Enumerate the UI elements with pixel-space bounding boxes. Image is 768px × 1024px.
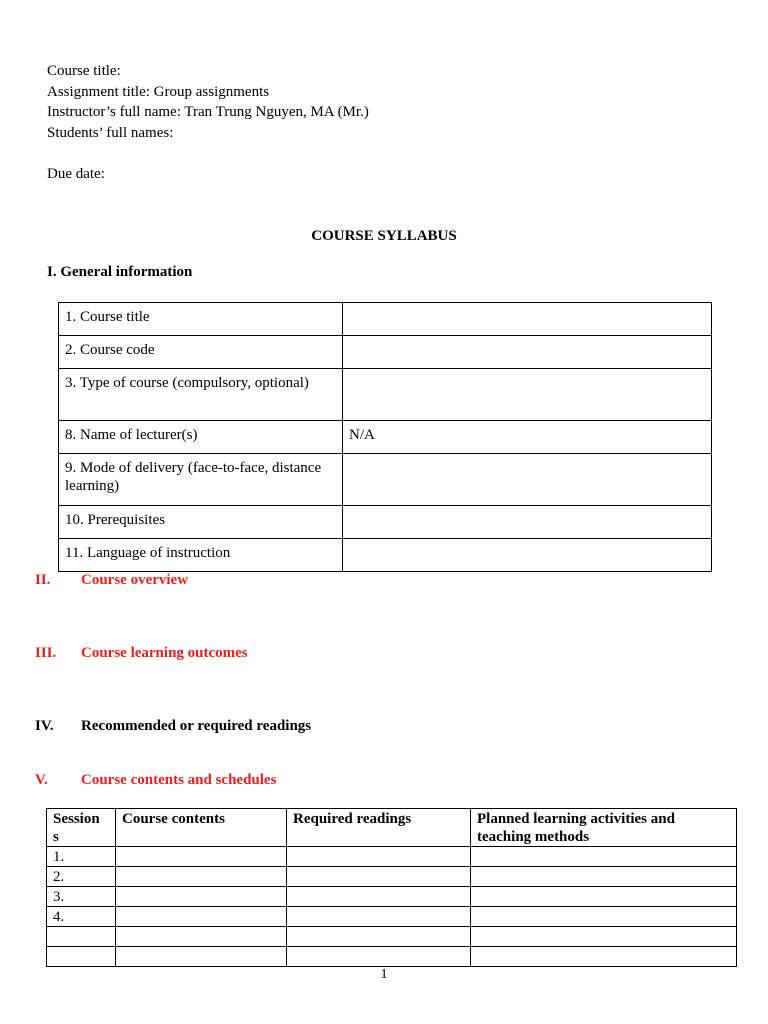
section-general-information-heading: I. General information bbox=[47, 264, 193, 280]
row-label: 1. Course title bbox=[59, 303, 343, 336]
row-label: 8. Name of lecturer(s) bbox=[59, 421, 343, 454]
activities-cell bbox=[471, 927, 737, 947]
contents-cell bbox=[116, 947, 287, 967]
readings-cell bbox=[287, 867, 471, 887]
table-row bbox=[59, 539, 712, 572]
session-cell: 4. bbox=[47, 907, 116, 927]
assignment-title-line: Assignment title: Group assignments bbox=[47, 83, 270, 100]
section-title: Course overview bbox=[81, 572, 189, 588]
row-value: N/A bbox=[343, 421, 712, 454]
table-row bbox=[59, 336, 712, 369]
header-sessions: Session s bbox=[47, 809, 116, 847]
section-title: Course learning outcomes bbox=[81, 645, 248, 661]
table-row bbox=[47, 867, 737, 887]
document-title: COURSE SYLLABUS bbox=[311, 228, 457, 244]
assignment-header bbox=[47, 61, 369, 184]
table-header-row bbox=[47, 809, 737, 847]
section-readings-heading bbox=[35, 718, 311, 735]
section-contents-schedules-heading bbox=[35, 772, 276, 789]
session-cell: 1. bbox=[47, 847, 116, 867]
page-number: 1 bbox=[380, 967, 388, 982]
activities-cell bbox=[471, 867, 737, 887]
table-row bbox=[47, 927, 737, 947]
row-value bbox=[343, 336, 712, 369]
session-cell: 3. bbox=[47, 887, 116, 907]
section-number: V. bbox=[35, 772, 48, 788]
readings-cell bbox=[287, 947, 471, 967]
table-row bbox=[59, 506, 712, 539]
row-value bbox=[343, 369, 712, 421]
section-course-overview-heading bbox=[35, 572, 188, 589]
header-learning-activities: Planned learning activities and teaching methods bbox=[471, 809, 737, 847]
table-row bbox=[59, 369, 712, 421]
students-line: Students’ full names: bbox=[47, 124, 174, 141]
row-value bbox=[343, 506, 712, 539]
readings-cell bbox=[287, 847, 471, 867]
activities-cell bbox=[471, 847, 737, 867]
section-number: II. bbox=[35, 572, 51, 588]
contents-cell bbox=[116, 847, 287, 867]
instructor-line: Instructor’s full name: Tran Trung Nguyen, MA (Mr.) bbox=[47, 104, 369, 120]
readings-cell bbox=[287, 927, 471, 947]
due-date-line: Due date: bbox=[47, 165, 105, 182]
section-number: IV. bbox=[35, 718, 54, 734]
section-learning-outcomes-heading bbox=[35, 645, 248, 662]
header-course-contents: Course contents bbox=[116, 809, 287, 847]
contents-cell bbox=[116, 887, 287, 907]
table-row bbox=[47, 847, 737, 867]
readings-cell bbox=[287, 887, 471, 907]
session-cell bbox=[47, 927, 116, 947]
section-number: III. bbox=[35, 645, 57, 661]
section-title: Course contents and schedules bbox=[81, 772, 277, 788]
row-value bbox=[343, 539, 712, 572]
contents-cell bbox=[116, 907, 287, 927]
activities-cell bbox=[471, 887, 737, 907]
row-label: 11. Language of instruction bbox=[59, 539, 343, 572]
header-required-readings: Required readings bbox=[287, 809, 471, 847]
row-label: 2. Course code bbox=[59, 336, 343, 369]
activities-cell bbox=[471, 907, 737, 927]
session-cell: 2. bbox=[47, 867, 116, 887]
general-information-table bbox=[58, 302, 712, 572]
activities-cell bbox=[471, 947, 737, 967]
course-title-line: Course title: bbox=[47, 63, 121, 79]
row-label: 3. Type of course (compulsory, optional) bbox=[59, 369, 343, 421]
readings-cell bbox=[287, 907, 471, 927]
table-row bbox=[47, 887, 737, 907]
row-label: 9. Mode of delivery (face-to-face, distance learning) bbox=[59, 454, 343, 506]
table-row bbox=[59, 454, 712, 506]
session-cell bbox=[47, 947, 116, 967]
section-title: Recommended or required readings bbox=[81, 718, 312, 734]
table-row bbox=[47, 947, 737, 967]
row-value bbox=[343, 303, 712, 336]
row-label: 10. Prerequisites bbox=[59, 506, 343, 539]
contents-cell bbox=[116, 867, 287, 887]
contents-cell bbox=[116, 927, 287, 947]
table-row bbox=[59, 421, 712, 454]
table-row bbox=[47, 907, 737, 927]
row-value bbox=[343, 454, 712, 506]
course-schedule-table bbox=[46, 808, 737, 967]
table-row bbox=[59, 303, 712, 336]
